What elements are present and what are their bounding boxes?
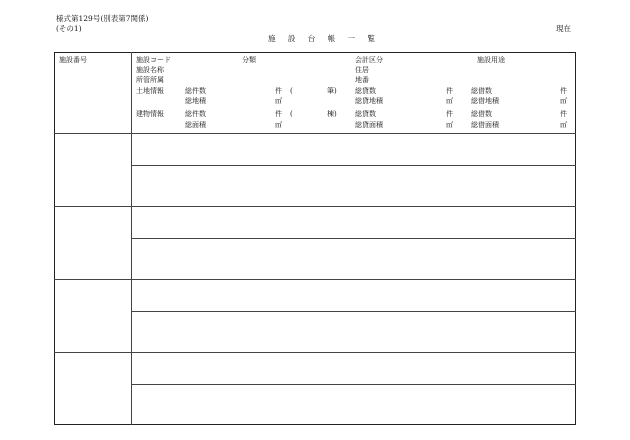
form-sub-number: (その1) [56, 24, 82, 33]
department-label: 所管所属 [136, 76, 164, 84]
loan-floor-area-unit: ㎡ [446, 121, 453, 129]
classification-label: 分類 [242, 56, 256, 64]
row-divider [131, 311, 576, 312]
building-borrow-count-label: 総借数 [471, 110, 492, 118]
facility-name-label: 施設名称 [136, 66, 164, 74]
as-of-label: 現在 [556, 24, 571, 33]
borrow-floor-area-label: 総借面積 [471, 121, 499, 129]
form-number: 様式第129号(別表第7関係) [56, 14, 149, 23]
floor-area-unit: ㎡ [275, 121, 282, 129]
land-count-unit: 件 [275, 87, 282, 95]
land-borrow-count-unit: 件 [560, 87, 567, 95]
accounting-label: 会計区分 [355, 56, 383, 64]
loan-land-area-unit: ㎡ [446, 97, 453, 105]
land-loan-count-label: 総貸数 [355, 87, 376, 95]
building-paren-open: ( [290, 110, 293, 118]
land-total-count-label: 総件数 [185, 87, 206, 95]
land-area-unit: ㎡ [275, 97, 282, 105]
building-count-unit: 件 [275, 110, 282, 118]
land-borrow-count-label: 総借数 [471, 87, 492, 95]
building-borrow-count-unit: 件 [560, 110, 567, 118]
building-unit: 棟) [327, 110, 337, 118]
page-title: 施 設 台 帳 一 覧 [268, 34, 380, 43]
facility-number-label: 施設番号 [59, 56, 87, 64]
building-info-label: 建物情報 [136, 110, 164, 118]
row-divider [131, 238, 576, 239]
total-floor-area-label: 総面積 [185, 121, 206, 129]
address-label: 住居 [355, 66, 369, 74]
borrow-land-area-label: 総借地積 [471, 97, 499, 105]
row-divider [54, 352, 576, 353]
row-divider [131, 384, 576, 385]
land-info-label: 土地情報 [136, 87, 164, 95]
land-paren-open: ( [290, 87, 293, 95]
land-loan-count-unit: 件 [446, 87, 453, 95]
loan-floor-area-label: 総貸面積 [355, 121, 383, 129]
lot-number-label: 地番 [355, 76, 369, 84]
row-divider [131, 165, 576, 166]
facility-code-label: 施設コード [136, 56, 171, 64]
land-parcel-unit: 筆) [327, 87, 337, 95]
borrow-floor-area-unit: ㎡ [560, 121, 567, 129]
row-divider [54, 279, 576, 280]
borrow-land-area-unit: ㎡ [560, 97, 567, 105]
usage-label: 施設用途 [477, 56, 505, 64]
row-divider [54, 206, 576, 207]
building-loan-count-label: 総貸数 [355, 110, 376, 118]
building-total-count-label: 総件数 [185, 110, 206, 118]
total-land-area-label: 総地積 [185, 97, 206, 105]
loan-land-area-label: 総貸地積 [355, 97, 383, 105]
column-divider [131, 52, 132, 425]
row-divider [54, 133, 576, 134]
building-loan-count-unit: 件 [446, 110, 453, 118]
